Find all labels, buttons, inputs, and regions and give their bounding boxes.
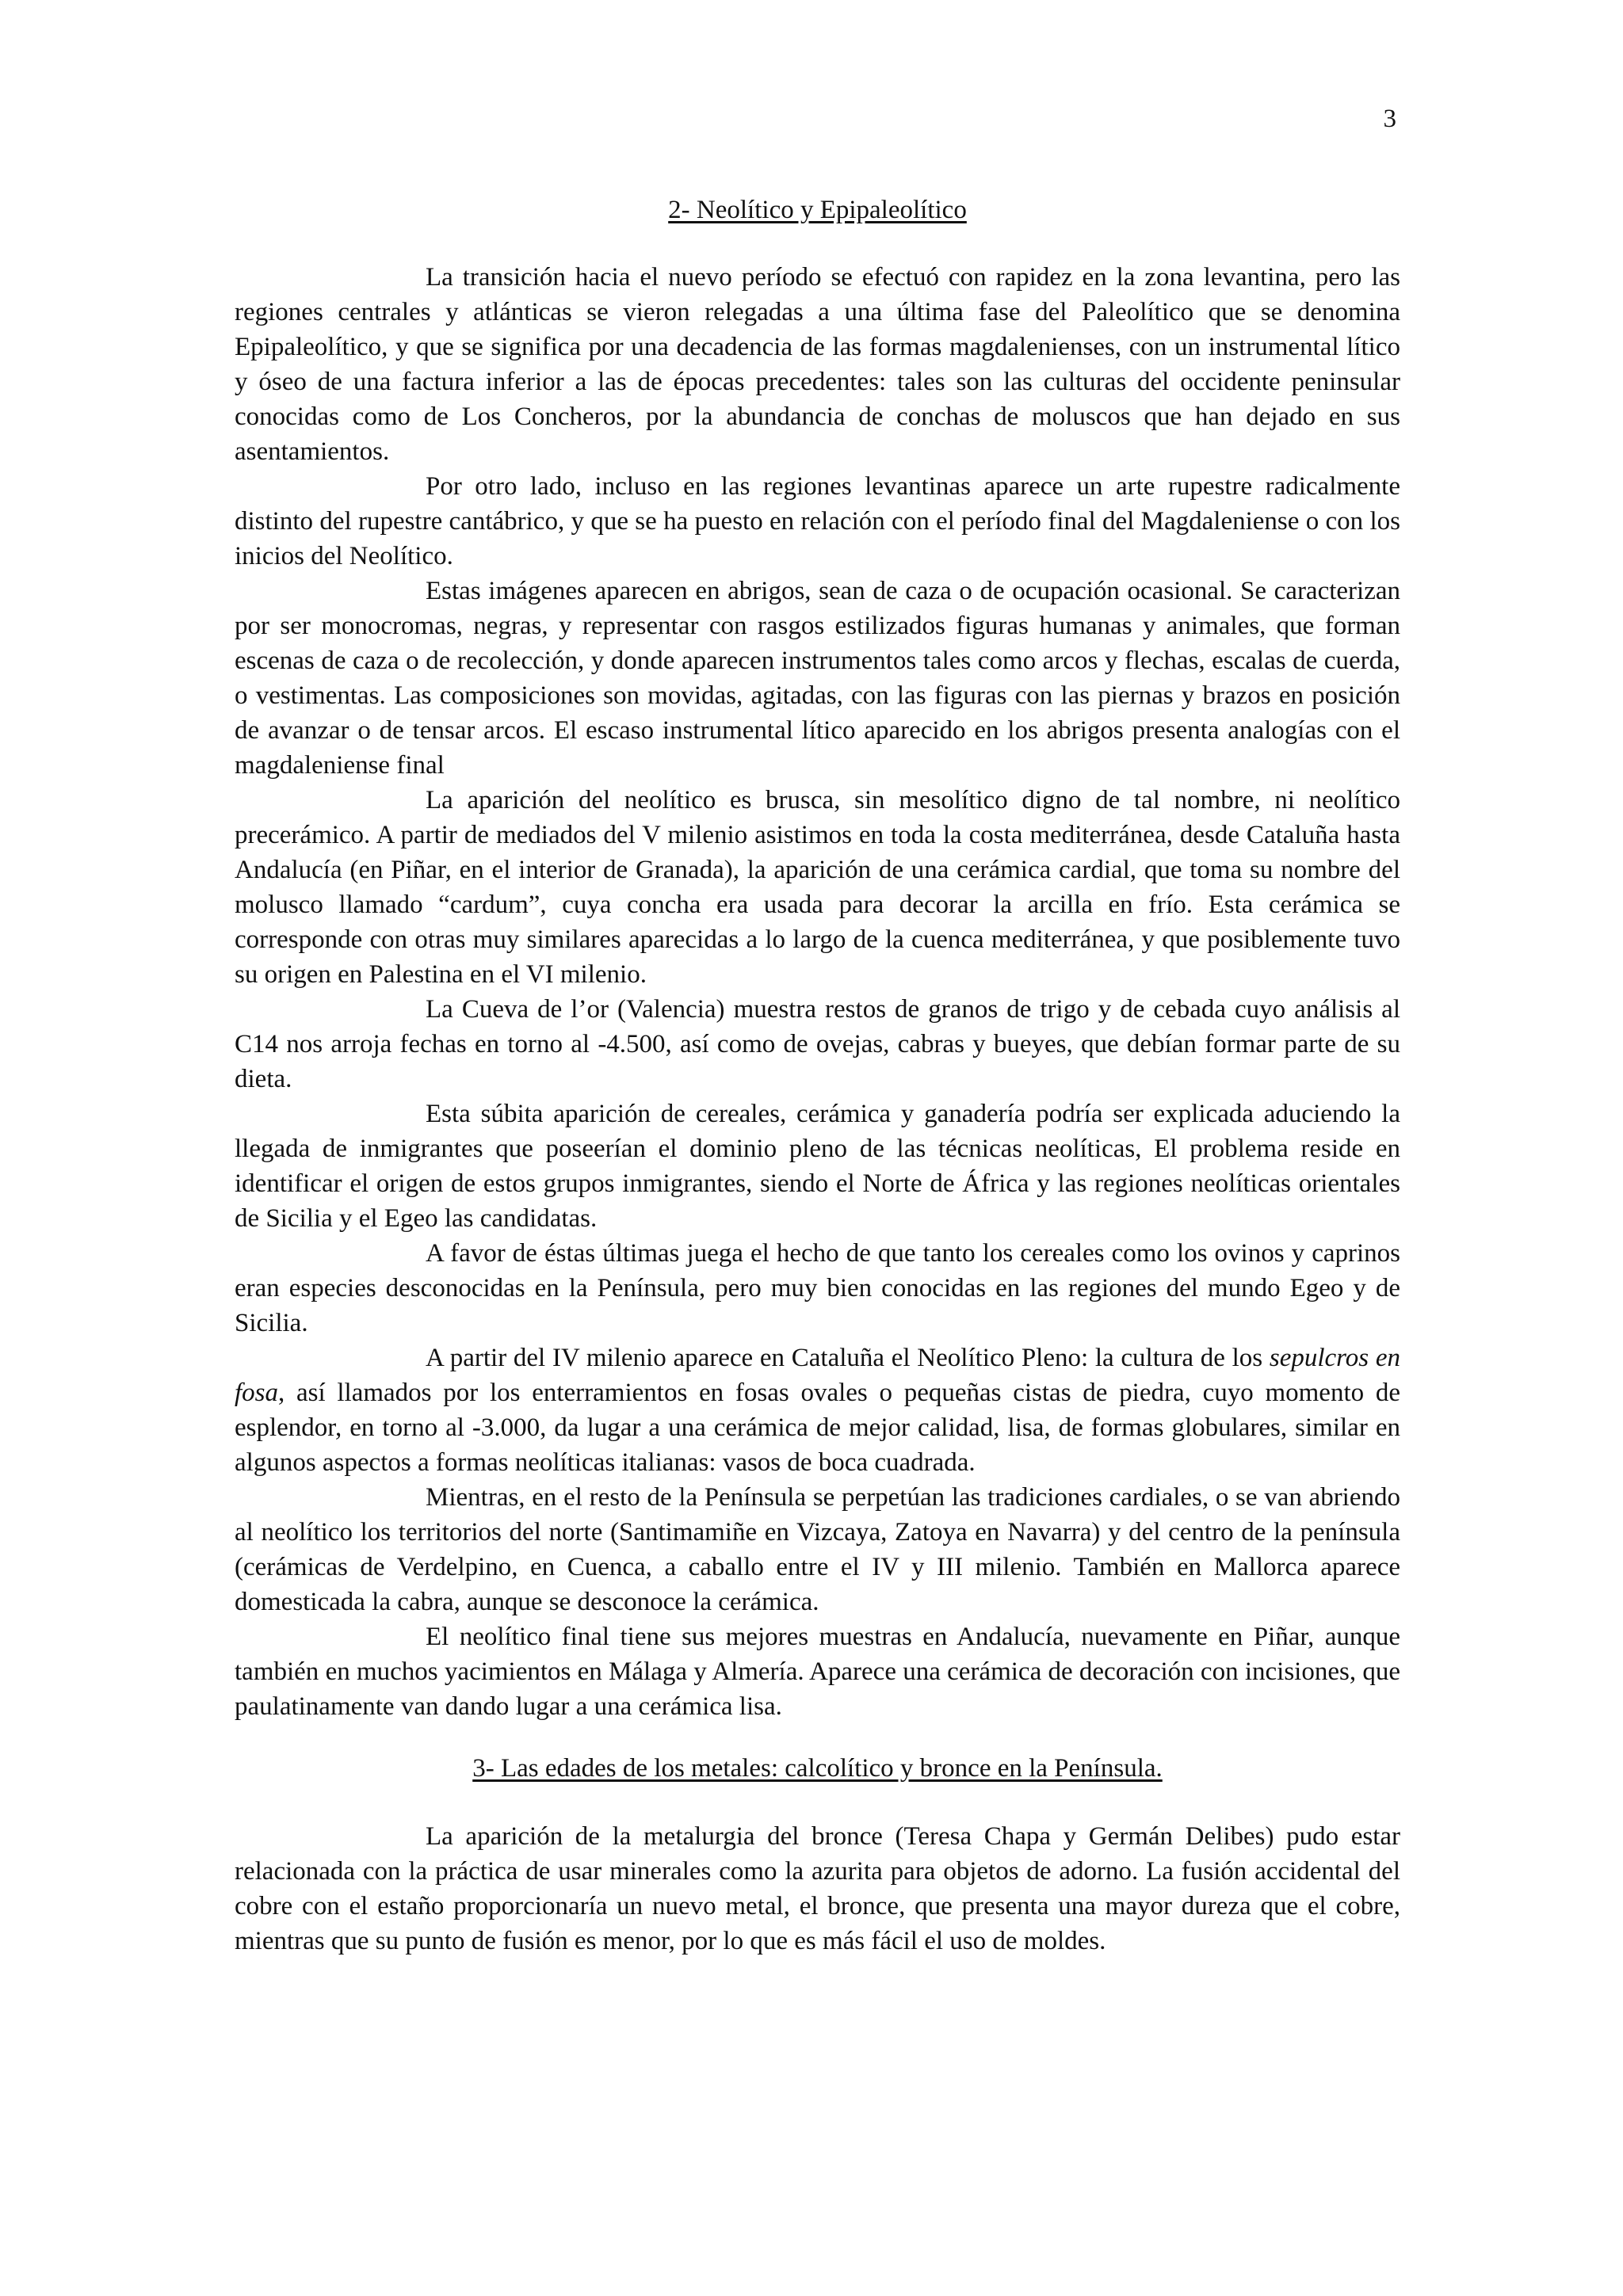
paragraph: Esta súbita aparición de cereales, cerámica y ganadería podría ser explicada aduciendo la llegada de inmigrantes que poseerían el dominio pleno de las técnicas neolíticas, El problema reside en identificar el origen de estos grupos inmigrantes, siendo el Norte de África y las regiones neolíticas orientales de Sicilia y el Egeo las candidatas. <box>235 1100 1400 1233</box>
paragraph-text: , así llamados por los enterramientos en fosas ovales o pequeñas cistas de piedra, cuyo momento de esplendor, en torno al -3.000, da lugar a una cerámica de mejor calidad, lisa, de formas globulares, similar en algunos aspectos a formas neolíticas italianas: vasos de boca cuadrada. <box>235 1379 1400 1477</box>
paragraph: Mientras, en el resto de la Península se perpetúan las tradiciones cardiales, o se van abriendo al neolítico los territorios del norte (Santimamiñe en Vizcaya, Zatoya en Navarra) y del centro de la península (cerámicas de Verdelpino, en Cuenca, a caballo entre el IV y III milenio. También en Mallorca aparece domesticada la cabra, aunque se desconoce la cerámica. <box>235 1483 1400 1616</box>
paragraph: Estas imágenes aparecen en abrigos, sean de caza o de ocupación ocasional. Se caracterizan por ser monocromas, negras, y representar con rasgos estilizados figuras humanas y animales, que forman escenas de caza o de recolección, y donde aparecen instrumentos tales como arcos y flechas, escalas de cuerda, o vestimentas. Las composiciones son movidas, agitadas, con las figuras con las piernas y brazos en posición de avanzar o de tensar arcos. El escaso instrumental lítico aparecido en los abrigos presenta analogías con el magdaleniense final <box>235 577 1400 780</box>
paragraph: La aparición de la metalurgia del bronce (Teresa Chapa y Germán Delibes) pudo estar relacionada con la práctica de usar minerales como la azurita para objetos de adorno. La fusión accidental del cobre con el estaño proporcionaría un nuevo metal, el bronce, que presenta una mayor dureza que el cobre, mientras que su punto de fusión es menor, por lo que es más fácil el uso de moldes. <box>235 1822 1400 1955</box>
paragraph-text: A partir del IV milenio aparece en Cataluña el Neolítico Pleno: la cultura de los <box>426 1344 1270 1372</box>
italic-term: sepulcros en fosa <box>235 1344 1400 1407</box>
section-title-neolitico: 2- Neolítico y Epipaleolítico <box>668 196 967 224</box>
paragraph-sepulcros <box>235 1341 1400 1480</box>
paragraph: Por otro lado, incluso en las regiones levantinas aparece un arte rupestre radicalmente distinto del rupestre cantábrico, y que se ha puesto en relación con el período final del Magdaleniense o con los inicios del Neolítico. <box>235 472 1400 570</box>
section-title-metales: 3- Las edades de los metales: calcolítico y bronce en la Península. <box>472 1754 1163 1783</box>
page-number: 3 <box>1383 105 1396 133</box>
paragraph: El neolítico final tiene sus mejores muestras en Andalucía, nuevamente en Piñar, aunque también en muchos yacimientos en Málaga y Almería. Aparece una cerámica de decoración con incisiones, que paulatinamente van dando lugar a una cerámica lisa. <box>235 1623 1400 1721</box>
page-content <box>235 193 1400 1958</box>
paragraph: La transición hacia el nuevo período se efectuó con rapidez en la zona levantina, pero las regiones centrales y atlánticas se vieron relegadas a una última fase del Paleolítico que se denomina Epipaleolítico, y que se significa por una decadencia de las formas magdalenienses, con un instrumental lítico y óseo de una factura inferior a las de épocas precedentes: tales son las culturas del occidente peninsular conocidas como de Los Concheros, por la abundancia de conchas de moluscos que han dejado en sus asentamientos. <box>235 263 1400 466</box>
paragraph: La Cueva de l’or (Valencia) muestra restos de granos de trigo y de cebada cuyo análisis al C14 nos arroja fechas en torno al -4.500, así como de ovejas, cabras y bueyes, que debían formar parte de su dieta. <box>235 995 1400 1093</box>
paragraph: La aparición del neolítico es brusca, sin mesolítico digno de tal nombre, ni neolítico precerámico. A partir de mediados del V milenio asistimos en toda la costa mediterránea, desde Cataluña hasta Andalucía (en Piñar, en el interior de Granada), la aparición de una cerámica cardial, que toma su nombre del molusco llamado “cardum”, cuya concha era usada para decorar la arcilla en frío. Esta cerámica se corresponde con otras muy similares aparecidas a lo largo de la cuenca mediterránea, y que posiblemente tuvo su origen en Palestina en el VI milenio. <box>235 786 1400 989</box>
paragraph: A favor de éstas últimas juega el hecho de que tanto los cereales como los ovinos y caprinos eran especies desconocidas en la Península, pero muy bien conocidas en las regiones del mundo Egeo y de Sicilia. <box>235 1239 1400 1337</box>
